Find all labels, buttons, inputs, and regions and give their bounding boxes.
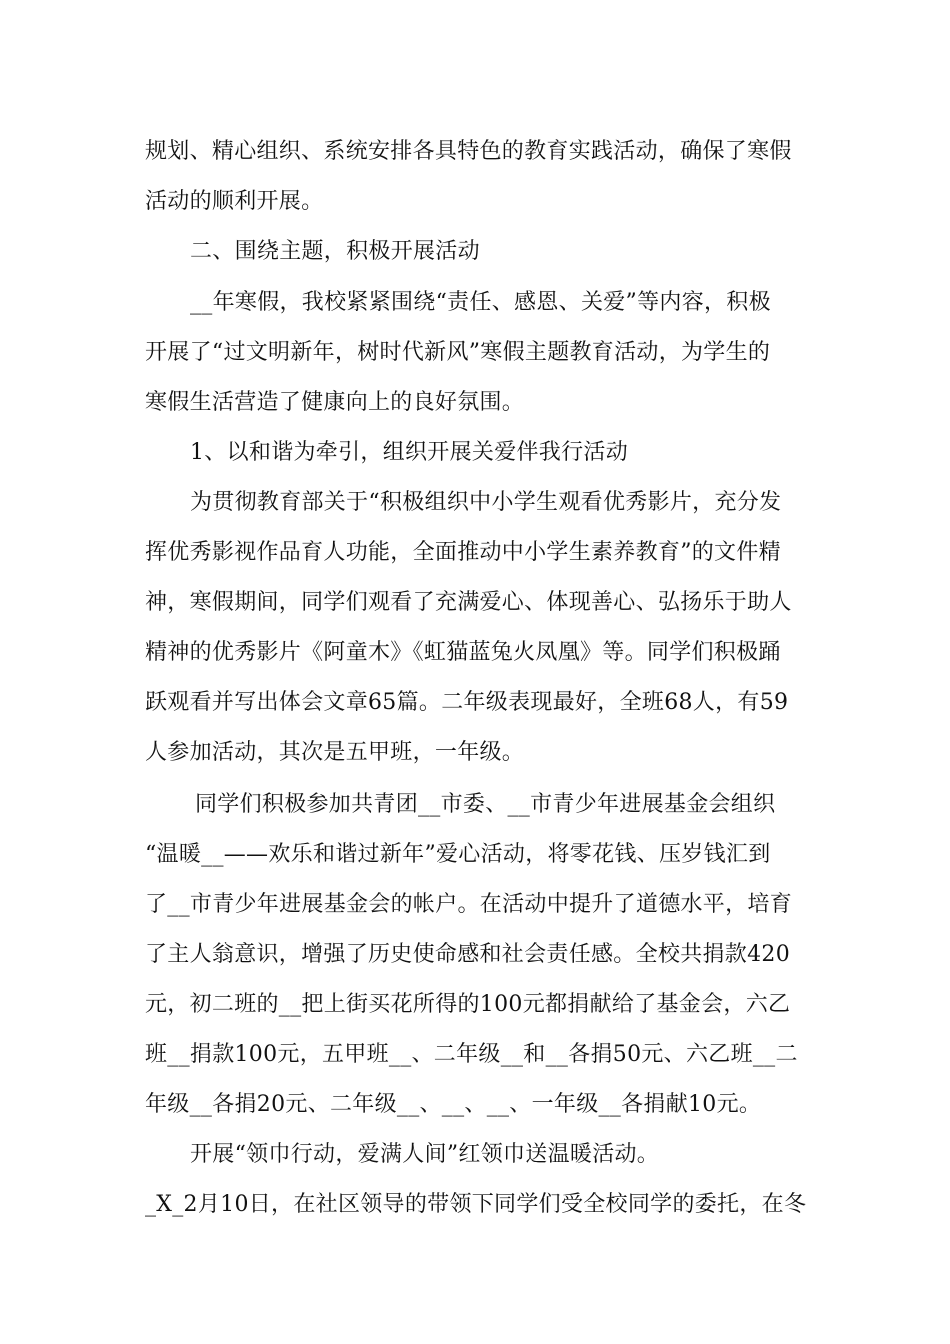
- paragraph-line: __年寒假，我校紧紧围绕“责任、感恩、关爱”等内容，积极: [190, 290, 771, 315]
- paragraph-line: 跃观看并写出体会文章65篇。二年级表现最好，全班68人，有59: [145, 690, 789, 715]
- paragraph-line: 寒假生活营造了健康向上的良好氛围。: [145, 390, 525, 415]
- paragraph-line: 活动的顺利开展。: [145, 189, 324, 214]
- paragraph-line: 开展了“过文明新年，树时代新风”寒假主题教育活动，为学生的: [145, 340, 771, 365]
- paragraph-line: 精神的优秀影片《阿童木》《虹猫蓝兔火凤凰》等。同学们积极踊: [145, 640, 781, 665]
- paragraph-line: 同学们积极参加共青团__市委、__市青少年进展基金会组织: [195, 792, 776, 817]
- subsection-heading: 1、以和谐为牵引，组织开展关爱伴我行活动: [190, 440, 628, 465]
- paragraph-line: 规划、精心组织、系统安排各具特色的教育实践活动，确保了寒假: [145, 139, 792, 164]
- paragraph-line: 神，寒假期间，同学们观看了充满爱心、体现善心、弘扬乐于助人: [145, 590, 792, 615]
- section-heading: 二、围绕主题，积极开展活动: [190, 239, 480, 264]
- paragraph-line: 开展“领巾行动，爱满人间”红领巾送温暖活动。: [190, 1142, 660, 1167]
- paragraph-line: 人参加活动，其次是五甲班，一年级。: [145, 740, 525, 765]
- paragraph-line: 了主人翁意识，增强了历史使命感和社会责任感。全校共捐款420: [145, 942, 790, 967]
- paragraph-line: 为贯彻教育部关于“积极组织中小学生观看优秀影片，充分发: [190, 490, 782, 515]
- paragraph-line: 年级__各捐20元、二年级__、__、__、一年级__各捐献10元。: [145, 1092, 762, 1117]
- paragraph-line: _X_2月10日，在社区领导的带领下同学们受全校同学的委托，在冬: [145, 1192, 807, 1217]
- paragraph-line: 班__捐款100元，五甲班__、二年级__和__各捐50元、六乙班__二: [145, 1042, 798, 1067]
- paragraph-line: 挥优秀影视作品育人功能，全面推动中小学生素养教育”的文件精: [145, 540, 781, 565]
- paragraph-line: 了__市青少年进展基金会的帐户。在活动中提升了道德水平，培育: [145, 892, 793, 917]
- paragraph-line: “温暖__——欢乐和谐过新年”爱心活动，将零花钱、压岁钱汇到: [145, 842, 771, 867]
- paragraph-line: 元，初二班的__把上街买花所得的100元都捐献给了基金会，六乙: [145, 992, 791, 1017]
